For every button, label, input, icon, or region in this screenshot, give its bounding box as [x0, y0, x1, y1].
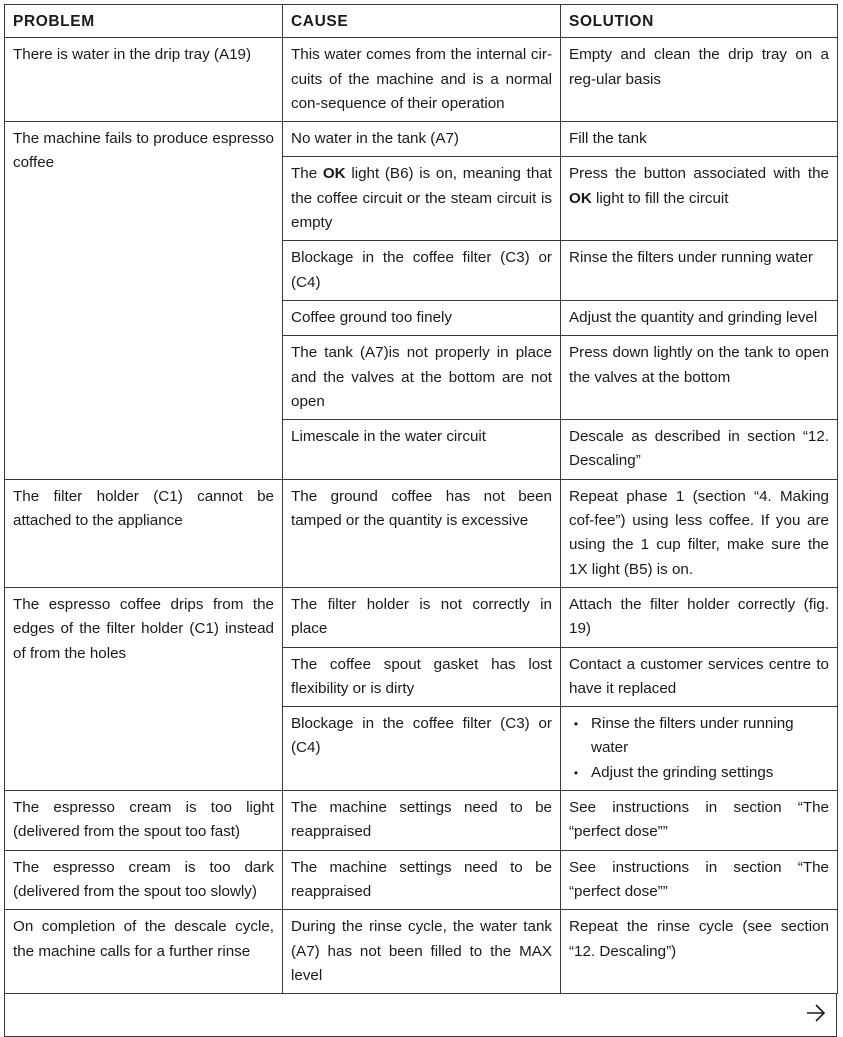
- table-row: [5, 910, 838, 994]
- solution-cell: Attach the filter holder correctly (fig. 19): [561, 587, 838, 647]
- solution-cell: [561, 157, 838, 241]
- solution-text: light to fill the circuit: [591, 189, 729, 207]
- table-row: [5, 850, 838, 910]
- cause-cell: Coffee ground too finely: [283, 300, 561, 335]
- solution-cell: Press down lightly on the tank to open the valves at the bottom: [561, 336, 838, 420]
- cause-cell: Limescale in the water circuit: [283, 420, 561, 480]
- cause-cell: The machine settings need to be reappraised: [283, 850, 561, 910]
- cause-cell: The machine settings need to be reappraised: [283, 791, 561, 851]
- problem-cell: There is water in the drip tray (A19): [5, 38, 283, 122]
- cause-cell: The coffee spout gasket has lost flexibility or is dirty: [283, 647, 561, 707]
- problem-cell: The machine fails to produce espresso coffee: [5, 122, 283, 480]
- bullet-list: [569, 712, 829, 785]
- solution-cell: Descale as described in section “12. Descaling”: [561, 420, 838, 480]
- header-problem: PROBLEM: [5, 5, 283, 38]
- solution-cell: Repeat the rinse cycle (see section “12. Descaling”): [561, 910, 838, 994]
- table-row: [5, 122, 838, 157]
- list-item: [569, 712, 829, 761]
- arrow-right-icon[interactable]: [805, 1002, 827, 1024]
- bullet-icon: •: [573, 765, 579, 780]
- table-footer: [4, 994, 837, 1037]
- table-row: [5, 587, 838, 647]
- cause-cell: The filter holder is not correctly in place: [283, 587, 561, 647]
- cause-cell: Blockage in the coffee filter (C3) or (C4): [283, 241, 561, 301]
- solution-cell: Repeat phase 1 (section “4. Making cof-fee”) using less coffee. If you are using the 1 cup filter, make sure the 1X light (B5) is on.: [561, 479, 838, 587]
- problem-cell: The espresso cream is too dark (delivered from the spout too slowly): [5, 850, 283, 910]
- solution-cell: See instructions in section “The “perfect dose””: [561, 791, 838, 851]
- cause-text: light (B6) is on, meaning that the coffee circuit or the steam circuit is empty: [291, 165, 552, 232]
- table-row: [5, 479, 838, 587]
- cause-cell: During the rinse cycle, the water tank (A7) has not been filled to the MAX level: [283, 910, 561, 994]
- solution-cell: Contact a customer services centre to have it replaced: [561, 647, 838, 707]
- solution-cell: Rinse the filters under running water: [561, 241, 838, 301]
- list-item: [569, 761, 829, 785]
- table-header-row: [5, 5, 838, 38]
- bullet-icon: •: [573, 717, 579, 732]
- list-item-text: Rinse the filters under running water: [591, 715, 794, 757]
- cause-cell: No water in the tank (A7): [283, 122, 561, 157]
- cause-cell: This water comes from the internal cir-cuits of the machine and is a normal con-sequence of their operation: [283, 38, 561, 122]
- solution-text: Press the button associated with the: [569, 165, 829, 183]
- header-solution: SOLUTION: [561, 5, 838, 38]
- header-cause: CAUSE: [283, 5, 561, 38]
- cause-cell: [283, 157, 561, 241]
- problem-cell: The espresso coffee drips from the edges of the filter holder (C1) instead of from the holes: [5, 587, 283, 790]
- solution-cell: [561, 707, 838, 791]
- cause-text: The: [291, 165, 323, 183]
- solution-cell: Empty and clean the drip tray on a reg-ular basis: [561, 38, 838, 122]
- table-row: [5, 791, 838, 851]
- solution-cell: Fill the tank: [561, 122, 838, 157]
- cause-cell: The tank (A7)is not properly in place and the valves at the bottom are not open: [283, 336, 561, 420]
- troubleshooting-page: [4, 4, 837, 1037]
- problem-cell: On completion of the descale cycle, the machine calls for a further rinse: [5, 910, 283, 994]
- list-item-text: Adjust the grinding settings: [591, 763, 774, 781]
- solution-cell: See instructions in section “The “perfect dose””: [561, 850, 838, 910]
- cause-cell: The ground coffee has not been tamped or the quantity is excessive: [283, 479, 561, 587]
- problem-cell: The filter holder (C1) cannot be attached to the appliance: [5, 479, 283, 587]
- problem-cell: The espresso cream is too light (delivered from the spout too fast): [5, 791, 283, 851]
- cause-cell: Blockage in the coffee filter (C3) or (C4): [283, 707, 561, 791]
- ok-light-label: OK: [322, 165, 346, 183]
- solution-cell: Adjust the quantity and grinding level: [561, 300, 838, 335]
- troubleshooting-table: [4, 4, 838, 994]
- table-row: [5, 38, 838, 122]
- ok-light-label: OK: [569, 189, 592, 207]
